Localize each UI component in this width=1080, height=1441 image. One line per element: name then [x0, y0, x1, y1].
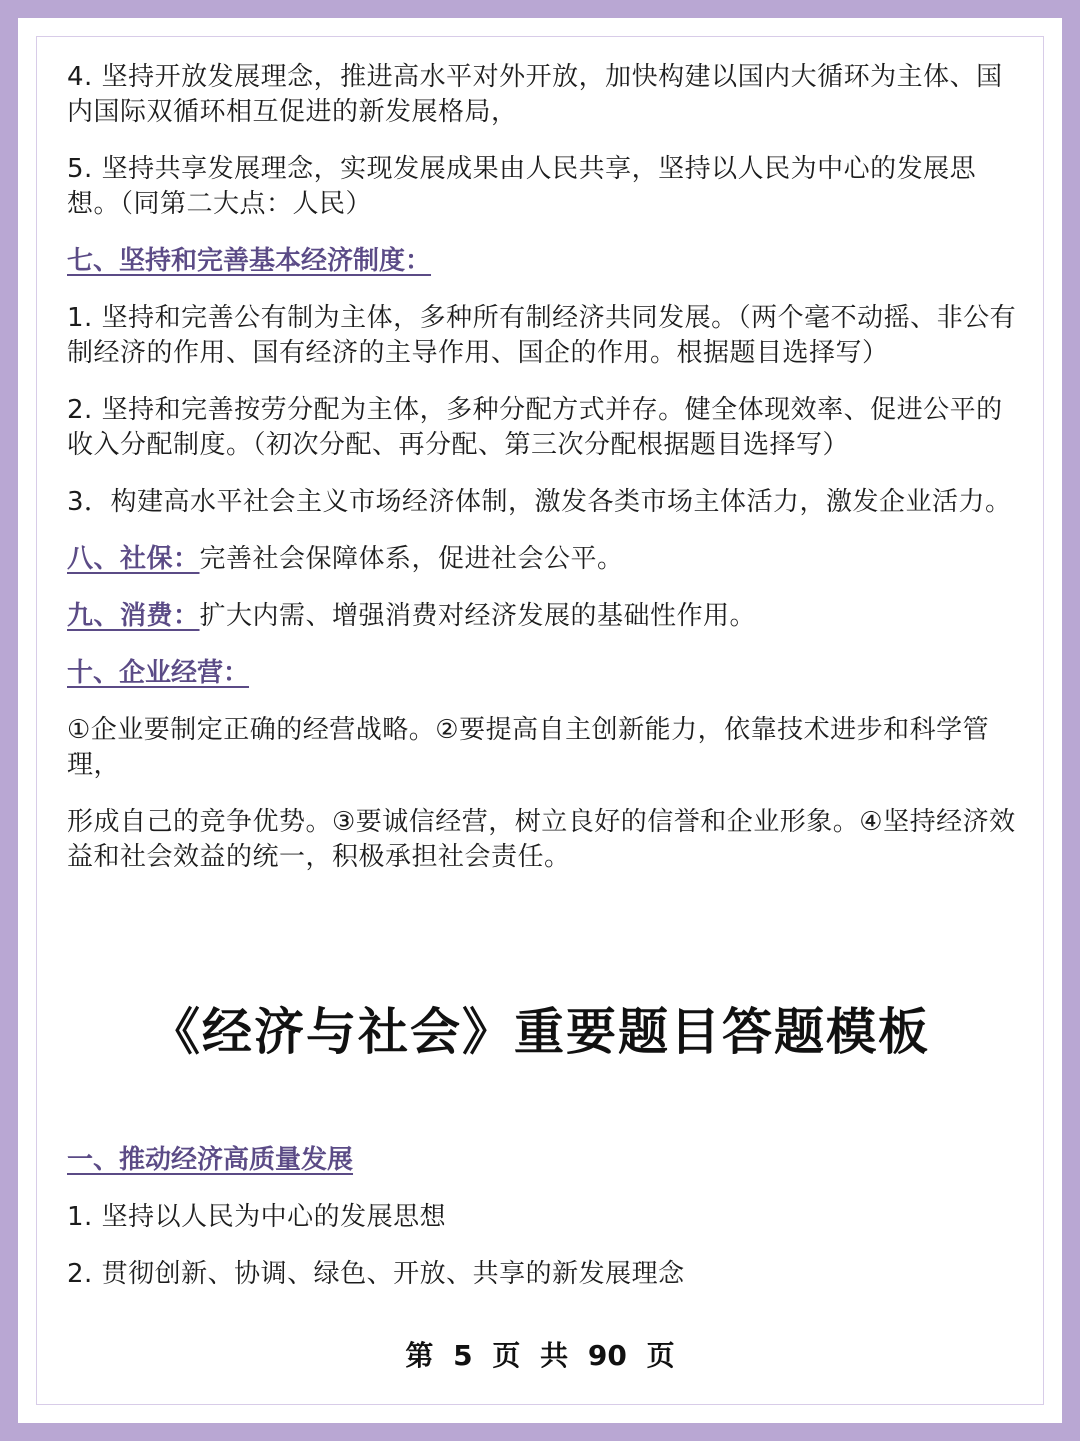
section-10-item-1: ①企业要制定正确的经营战略。②要提高自主创新能力，依靠技术进步和科学管理，	[67, 715, 990, 780]
paragraph-4: 4. 坚持开放发展理念，推进高水平对外开放，加快构建以国内大循环为主体、国内国际双循环相互促进的新发展格局，	[67, 62, 1003, 127]
section-9	[67, 599, 1017, 634]
section-8	[67, 542, 1017, 577]
part-1-heading-row	[67, 1143, 1017, 1178]
section-9-text: 扩大内需、增强消费对经济发展的基础性作用。	[199, 601, 757, 631]
section-10-heading-row	[67, 656, 1017, 691]
document-title: 《经济与社会》重要题目答题模板	[150, 1003, 930, 1061]
paragraph-5: 5. 坚持共享发展理念，实现发展成果由人民共享，坚持以人民为中心的发展思想。（同第二大点：人民）	[67, 154, 977, 219]
part-1-item-2: 2. 贯彻创新、协调、绿色、开放、共享的新发展理念	[67, 1259, 685, 1289]
section-10-item-2: 形成自己的竞争优势。③要诚信经营，树立良好的信誉和企业形象。④坚持经济效益和社会效益的统一，积极承担社会责任。	[67, 807, 1016, 872]
section-7-heading: 七、坚持和完善基本经济制度：	[67, 246, 432, 276]
document-body	[67, 60, 1017, 897]
section-9-heading: 九、消费：	[67, 601, 200, 631]
section-8-text: 完善社会保障体系，促进社会公平。	[199, 544, 624, 574]
page-number: 第 5 页 共 90 页	[405, 1339, 675, 1372]
section-7-heading-row	[67, 244, 1017, 279]
section-7-item-1: 1. 坚持和完善公有制为主体，多种所有制经济共同发展。（两个毫不动摇、非公有制经济的作用、国有经济的主导作用、国企的作用。根据题目选择写）	[67, 303, 1017, 368]
part-1-heading: 一、推动经济高质量发展	[67, 1145, 354, 1175]
part-1-item-1: 1. 坚持以人民为中心的发展思想	[67, 1202, 447, 1232]
section-8-heading: 八、社保：	[67, 544, 200, 574]
section-7-item-2: 2. 坚持和完善按劳分配为主体，多种分配方式并存。健全体现效率、促进公平的收入分配制度。（初次分配、再分配、第三次分配根据题目选择写）	[67, 395, 1003, 460]
part-1	[67, 1143, 1017, 1314]
section-10-heading: 十、企业经营：	[67, 658, 250, 688]
section-7-item-3: 3．构建高水平社会主义市场经济体制，激发各类市场主体活力，激发企业活力。	[67, 487, 1012, 517]
